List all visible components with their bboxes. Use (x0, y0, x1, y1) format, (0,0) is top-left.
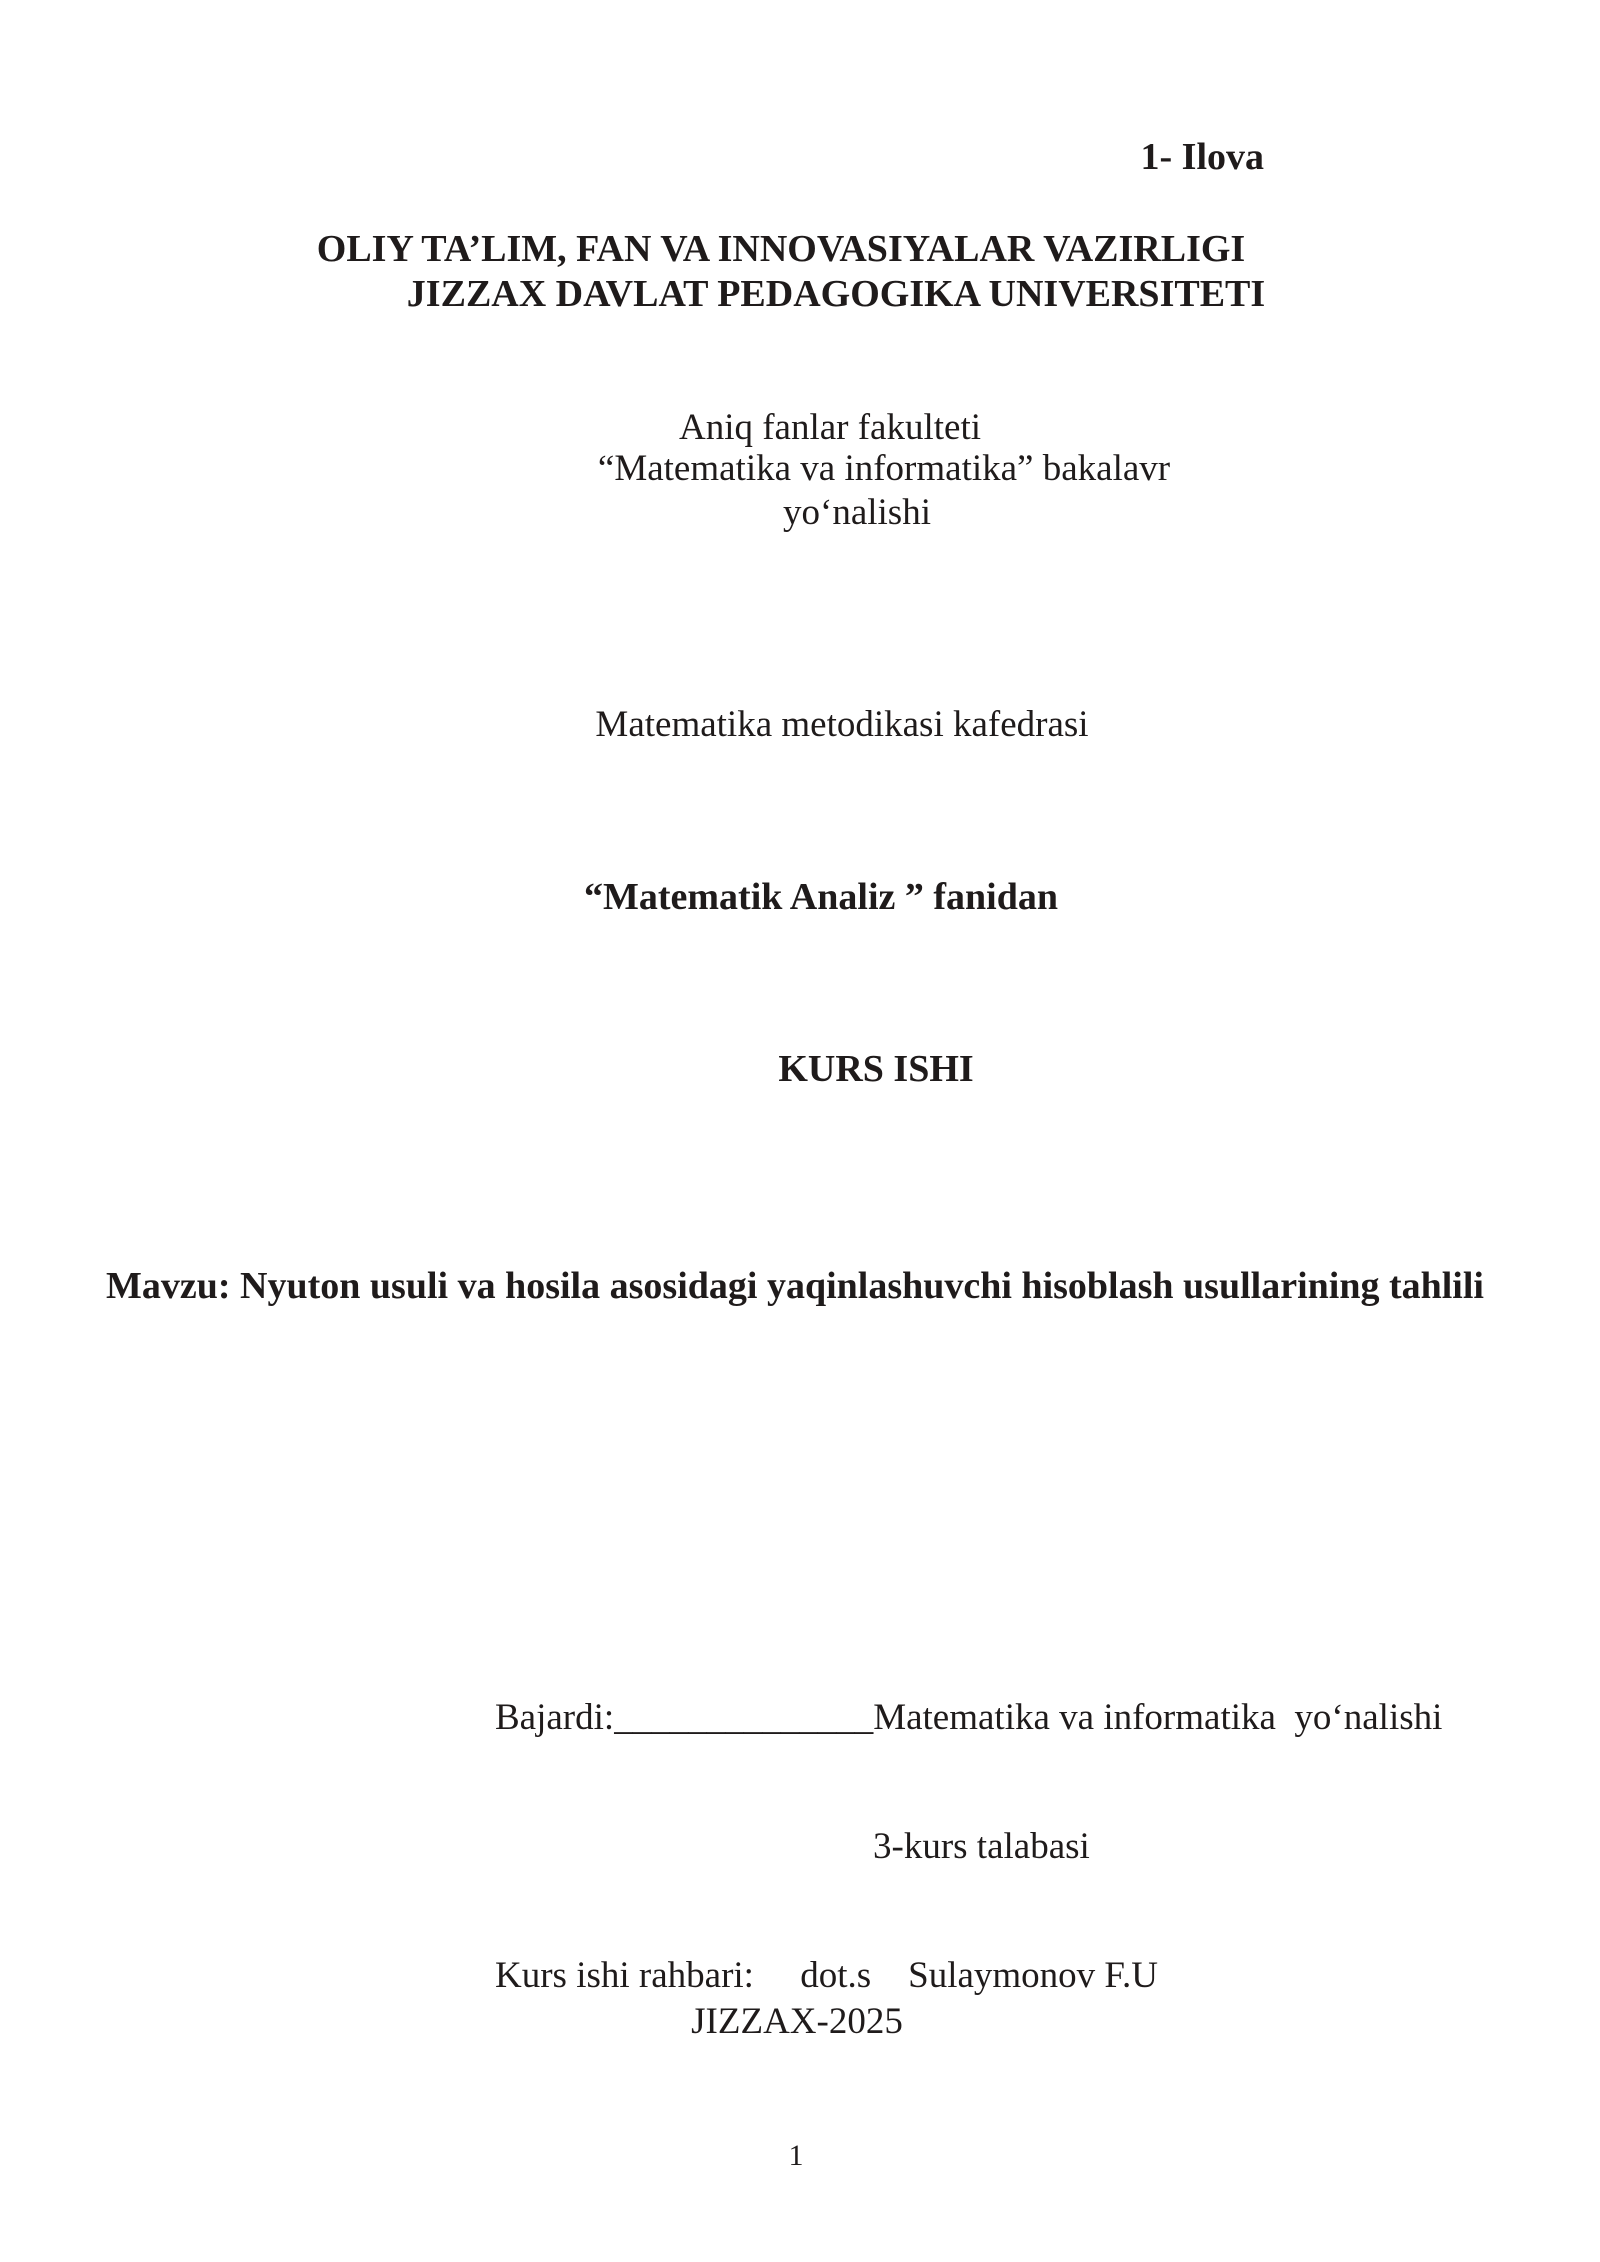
signature-line: ______________ (614, 1697, 874, 1738)
subject-line: “Matematik Analiz ” fanidan (584, 876, 1058, 918)
topic-line: Mavzu: Nyuton usuli va hosila asosidagi yaqinlashuvchi hisoblash usullarining tahlili (106, 1265, 1484, 1307)
performer-program: Matematika va informatika yo‘nalishi (873, 1697, 1443, 1738)
supervisor-line: Kurs ishi rahbari: dot.s Sulaymonov F.U (495, 1955, 1159, 1996)
annex-label: 1- Ilova (1140, 136, 1264, 178)
faculty-name: Aniq fanlar fakulteti (678, 407, 982, 448)
program-name: “Matematika va informatika” bakalavr (597, 448, 1171, 489)
performer-block (495, 1610, 1442, 2083)
page-number: 1 (788, 2139, 804, 2172)
performer-label: Bajardi: (495, 1697, 615, 1738)
ministry-name: OLIY TA’LIM, FAN VA INNOVASIYALAR VAZIRLIGI (316, 228, 1246, 270)
work-type-title: KURS ISHI (778, 1048, 974, 1090)
university-name: JIZZAX DAVLAT PEDAGOGIKA UNIVERSITETI (406, 273, 1266, 315)
supervisor-row (495, 1954, 1442, 1997)
city-year: JIZZAX-2025 (691, 2001, 903, 2042)
student-course: 3-kurs talabasi (873, 1826, 1090, 1867)
program-direction: yo‘nalishi (783, 492, 931, 533)
department-name: Matematika metodikasi kafedrasi (595, 704, 1089, 745)
performer-row (495, 1696, 1442, 1739)
student-course-row (495, 1825, 1442, 1868)
